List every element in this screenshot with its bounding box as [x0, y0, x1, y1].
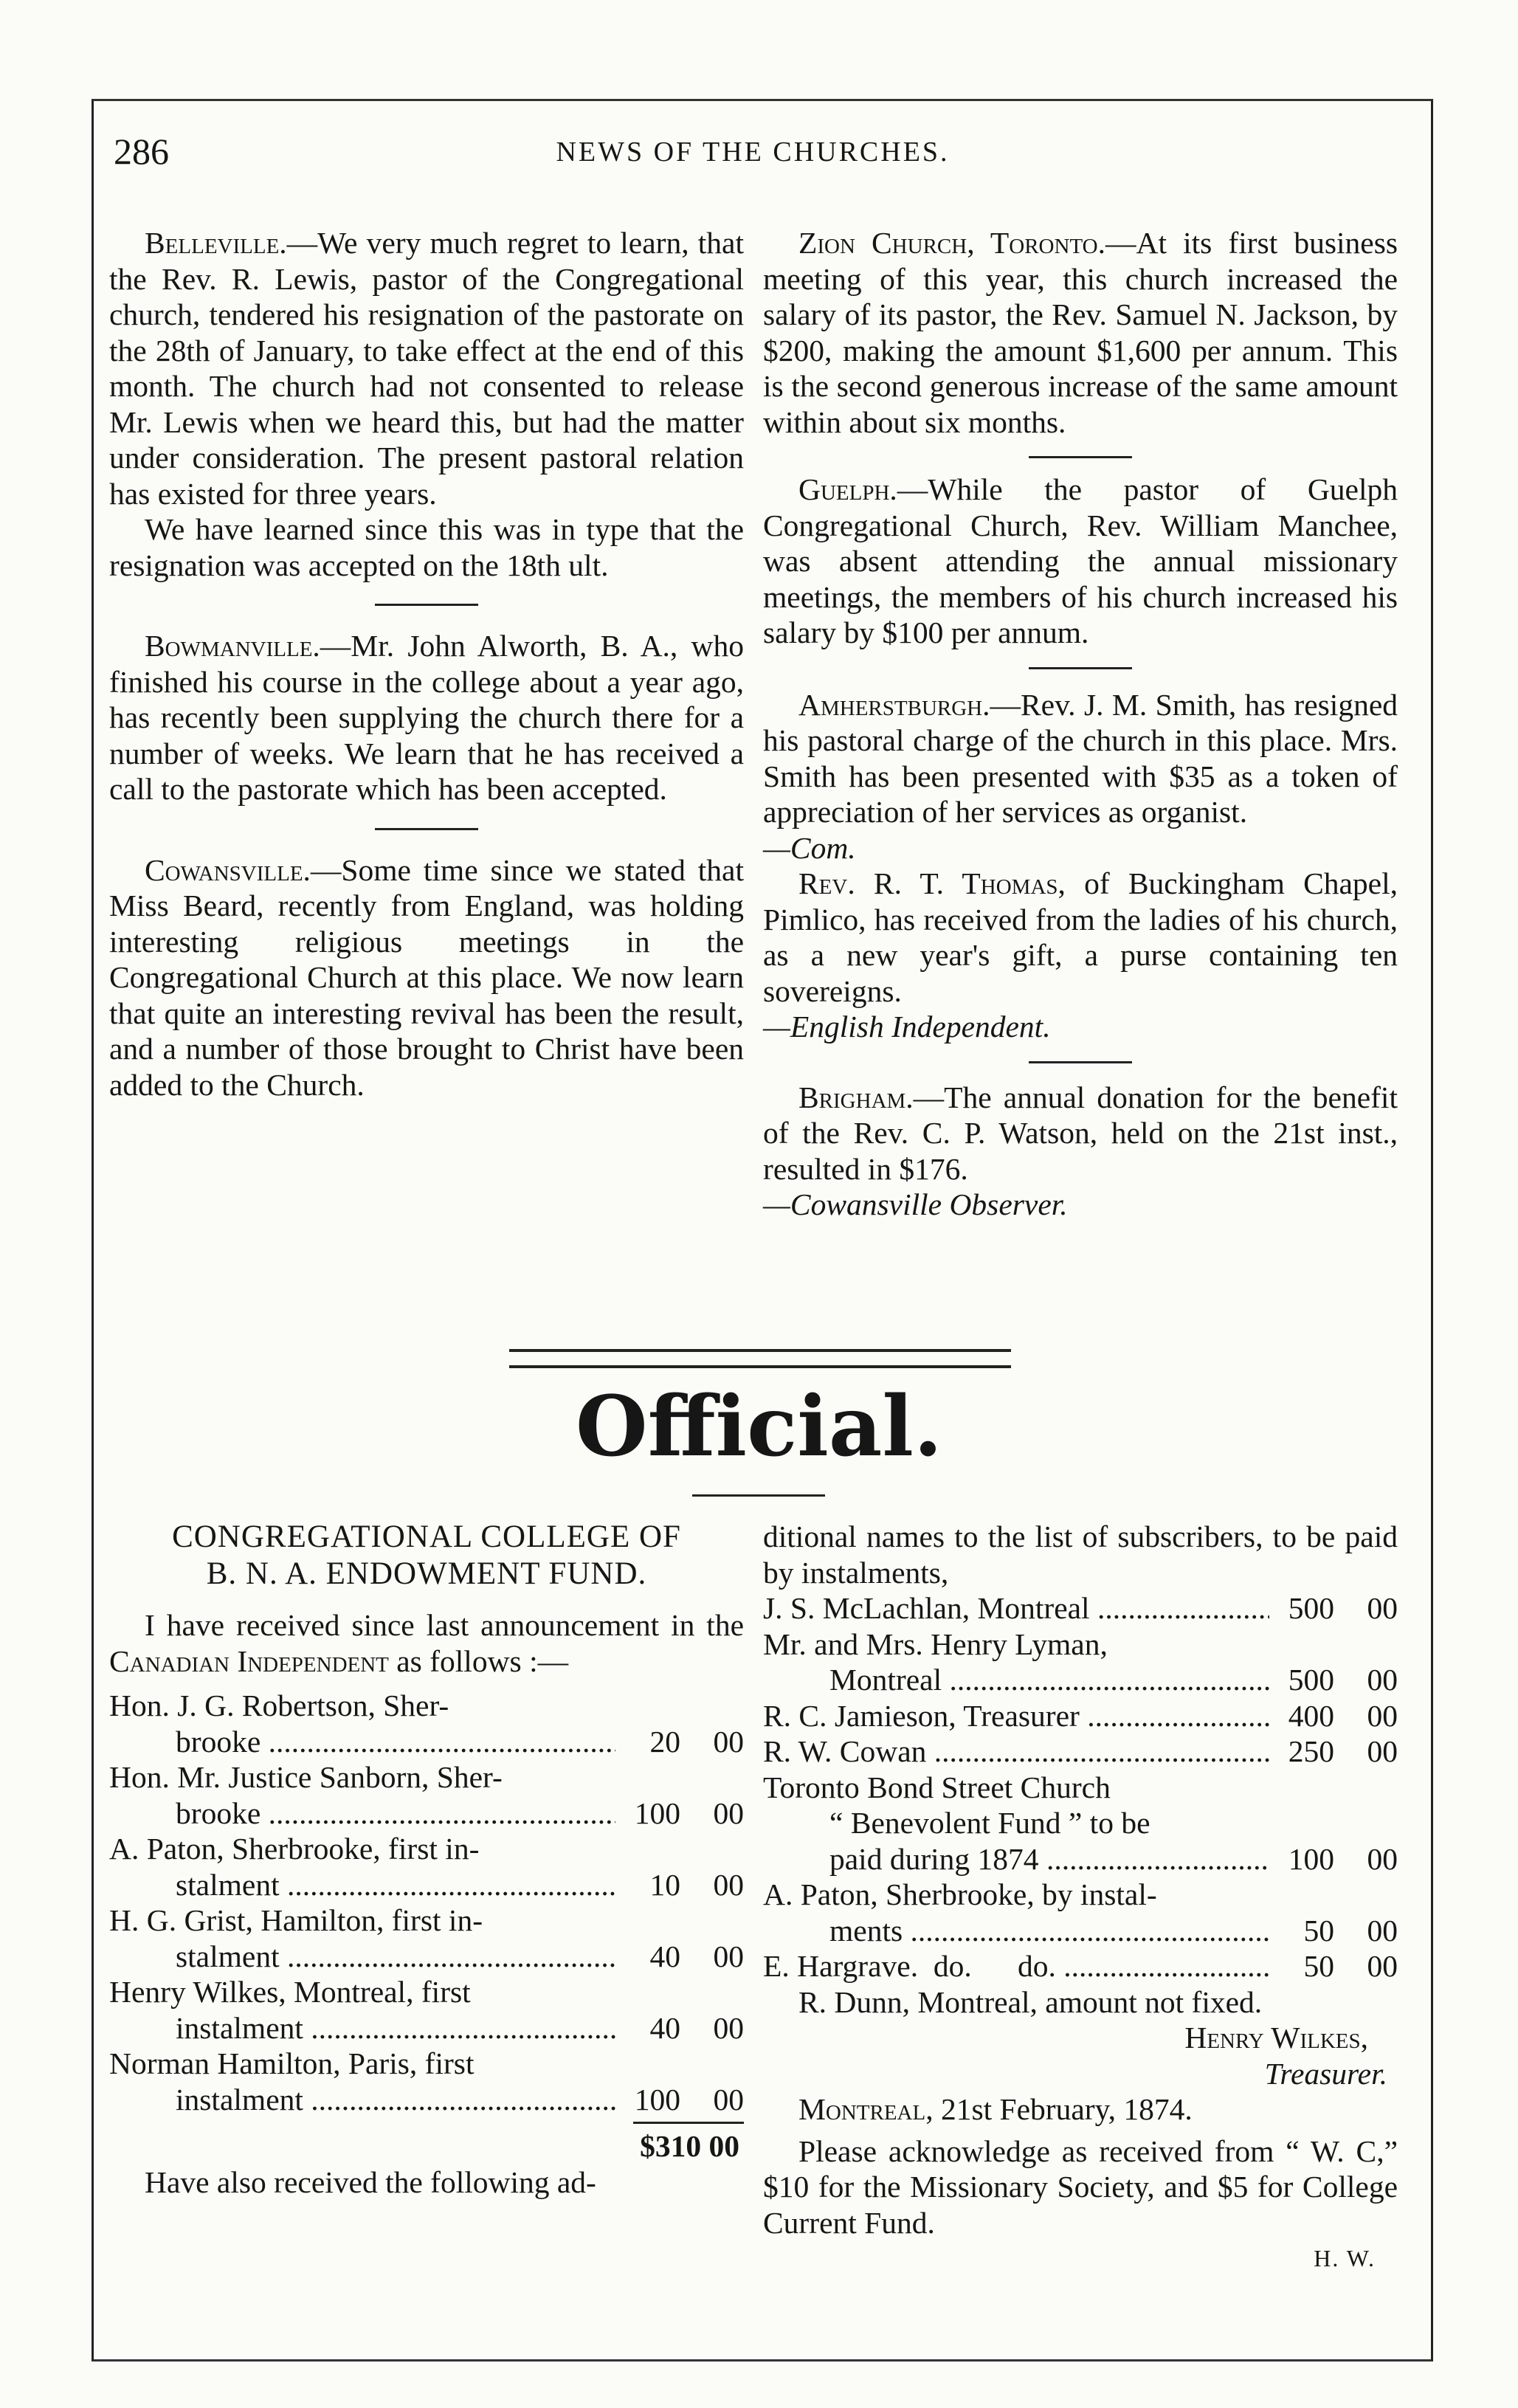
dunn-note: R. Dunn, Montreal, amount not fixed. [798, 1984, 1263, 2019]
news-heading: Guelph. [798, 472, 897, 506]
news-followup: We have learned since this was in type that the resignation was accepted on the 18th ult. [109, 512, 744, 582]
news-item-amherstburgh [763, 687, 1398, 866]
page-header [103, 125, 1402, 184]
news-body: —We very much regret to learn, that the Rev. R. Lewis, pastor of the Congregational church, tendered his resignation of the pastorate on the 28th of January, to take effect at the end of this month. The church had not consented to release Mr. Lewis when we heard this, but had the matter under consideration. The present pastoral relation has existed for three years. [109, 226, 744, 511]
section-rule [1029, 667, 1132, 669]
subscription-entry: H. G. Grist, Hamilton, first in- stalment ..... 40 00 [109, 1902, 744, 1974]
news-body: —Mr. John Alworth, B. A., who finished his course in the college about a year ago, has recently been supplying the church there for a number of weeks. We learn that he has received a call to the pastorate which has been accepted. [109, 629, 744, 806]
notice-title-line2: B. N. A. ENDOWMENT FUND. [206, 1556, 647, 1591]
subscription-entry: J. S. McLachlan, Montreal ..... 500 00 [763, 1590, 1398, 1626]
news-body: —While the pastor of Guelph Congregational Church, Rev. William Manchee, was absent attending the annual missionary meetings, the members of his church increased his salary by $100 per annum. [763, 472, 1398, 649]
news-body: —Some time since we stated that Miss Beard, recently from England, was holding interesting religious meetings in the Congregational Church at this place. We now learn that quite an interesting revival has been the result, and a number of those brought to Christ have been added to the Church. [109, 852, 744, 1102]
news-item-guelph [763, 472, 1398, 651]
official-column-right [763, 1519, 1398, 2277]
dateline: Montreal, 21st February, 1874. [798, 2092, 1193, 2126]
news-item-brigham [763, 1080, 1398, 1223]
news-heading: Rev. R. T. Thomas, [798, 866, 1066, 900]
section-rule [375, 604, 478, 606]
signature-name: Henry Wilkes, [1184, 2021, 1368, 2055]
page-number: 286 [114, 131, 169, 172]
news-column-left [109, 225, 744, 1103]
news-heading: Amherstburgh. [798, 687, 990, 722]
news-heading: Bowmanville. [145, 629, 320, 663]
total-rule [633, 2122, 744, 2124]
news-body: of Buckingham Chapel, Pimlico, has received from the ladies of his church, as a new year's gift, a purse containing ten sovereigns. [763, 866, 1398, 1008]
section-rule [1029, 1061, 1132, 1063]
news-source: —Cowansville Observer. [763, 1187, 1068, 1221]
section-rule [375, 828, 478, 830]
subscription-entry: A. Paton, Sherbrooke, by instal- ments ..... 50 00 [763, 1877, 1398, 1948]
additional-intro-cont: ditional names to the list of subscribers, to be paid by instalments, [763, 1519, 1398, 1590]
official-heading: Official. [576, 1379, 942, 1475]
subscription-entry: E. Hargrave. do. do. ..... 50 00 [763, 1948, 1398, 1984]
news-heading: Belleville. [145, 226, 287, 260]
subscription-entry: Mr. and Mrs. Henry Lyman, Montreal ..... 500 00 [763, 1626, 1398, 1698]
subscription-entry: Henry Wilkes, Montreal, first instalment ..... 40 00 [109, 1974, 744, 2046]
news-item-belleville [109, 225, 744, 583]
official-rule [692, 1494, 825, 1497]
closing-note: Please acknowledge as received from “ W. C,” $10 for the Missionary Society, and $5 for College Current Fund. [763, 2133, 1398, 2240]
news-item-thomas [763, 866, 1398, 1045]
subscription-entry: Norman Hamilton, Paris, first instalment ..... 100 00 [109, 2046, 744, 2117]
news-heading: Brigham. [798, 1080, 914, 1114]
notice-intro: I have received since last announcement in the Canadian Independent as follows :— [109, 1608, 744, 1678]
subscription-entry: R. C. Jamieson, Treasurer ..... 400 00 [763, 1698, 1398, 1734]
subscription-entry: Hon. Mr. Justice Sanborn, Sher- brooke ..... 100 00 [109, 1759, 744, 1831]
subscription-entry: Toronto Bond Street Church “ Benevolent Fund ” to be paid during 1874 ..... 100 00 [763, 1770, 1398, 1877]
notice-title-line1: CONGREGATIONAL COLLEGE OF [172, 1519, 681, 1554]
news-item-bowmanville [109, 628, 744, 807]
news-item-cowansville [109, 852, 744, 1103]
news-source: —English Independent. [763, 1010, 1051, 1043]
news-body: —At its first business meeting of this year, this church increased the salary of its pastor, the Rev. Samuel N. Jackson, by $200, making the amount $1,600 per annum. This is the second generous increase of the same amount within about six months. [763, 226, 1398, 439]
journal-name: Canadian Independent [109, 1643, 389, 1678]
section-rule [1029, 456, 1132, 458]
news-body: —Rev. J. M. Smith, has resigned his pastoral charge of the church in this place. Mrs. Smith has been presented with $35 as a token of appreciation of her services as organist. [763, 687, 1398, 829]
subscription-entry: R. W. Cowan ..... 250 00 [763, 1733, 1398, 1770]
closing-initials: H. W. [1314, 2245, 1376, 2271]
double-rule [509, 1349, 1011, 1368]
running-title: NEWS OF THE CHURCHES. [556, 137, 950, 168]
news-heading: Cowansville. [145, 852, 311, 887]
signature-title: Treasurer. [1264, 2056, 1387, 2091]
news-source: —Com. [763, 830, 856, 865]
subscription-total: $310 00 [640, 2129, 739, 2163]
news-body: —The annual donation for the benefit of the Rev. C. P. Watson, held on the 21st inst., resulted in $176. [763, 1080, 1398, 1186]
news-item-zion [763, 225, 1398, 440]
news-column-right [763, 225, 1398, 1223]
subscription-entry: A. Paton, Sherbrooke, first in- stalment ..... 10 00 [109, 1831, 744, 1902]
news-heading: Zion Church, Toronto. [798, 226, 1105, 260]
additional-intro: Have also received the following ad- [145, 2164, 596, 2199]
subscription-entry: Hon. J. G. Robertson, Sher- brooke ..... 20 00 [109, 1688, 744, 1759]
official-column-left [109, 1519, 744, 2200]
